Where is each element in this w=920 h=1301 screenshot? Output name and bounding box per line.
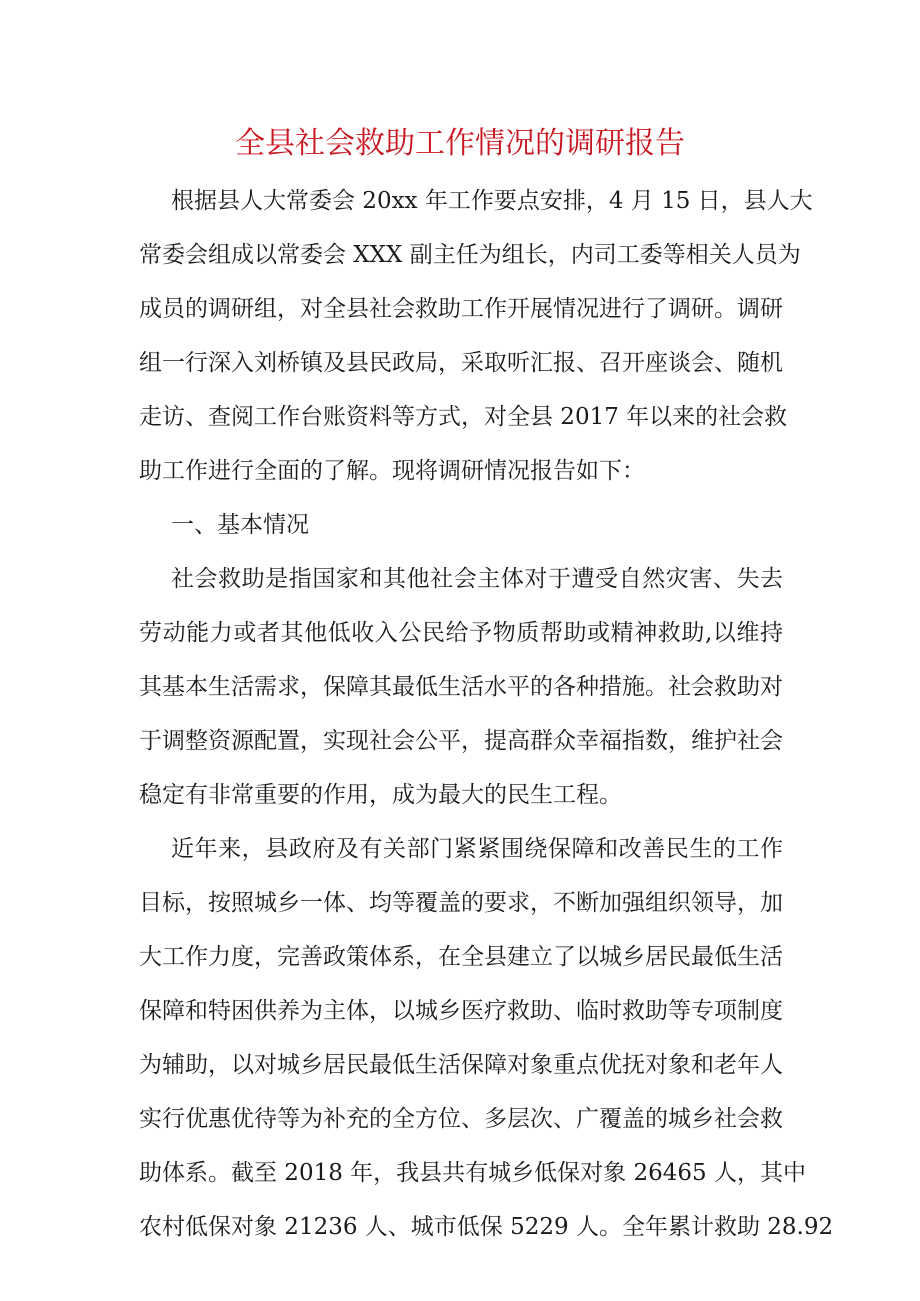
paragraph-line: 其基本生活需求，保障其最低生活水平的各种措施。社会救助对 xyxy=(139,674,783,700)
paragraph-line: 于调整资源配置，实现社会公平，提高群众幸福指数，维护社会 xyxy=(139,728,783,754)
paragraph-line: 成员的调研组，对全县社会救助工作开展情况进行了调研。调研 xyxy=(139,296,783,322)
paragraph-line: 保障和特困供养为主体，以城乡医疗救助、临时救助等专项制度 xyxy=(139,998,783,1024)
section-heading: 一、基本情况 xyxy=(171,512,309,538)
paragraph-line: 为辅助，以对城乡居民最低生活保障对象重点优抚对象和老年人 xyxy=(139,1052,783,1078)
paragraph-line: 社会救助是指国家和其他社会主体对于遭受自然灾害、失去 xyxy=(171,566,783,592)
document-title: 全县社会救助工作情况的调研报告 xyxy=(235,126,685,161)
paragraph-line: 助体系。截至 2018 年，我县共有城乡低保对象 26465 人，其中 xyxy=(139,1160,806,1186)
paragraph-line: 劳动能力或者其他低收入公民给予物质帮助或精神救助,以维持 xyxy=(139,620,783,646)
paragraph-line: 实行优惠优待等为补充的全方位、多层次、广覆盖的城乡社会救 xyxy=(139,1106,783,1132)
paragraph-line: 助工作进行全面的了解。现将调研情况报告如下： xyxy=(139,458,645,484)
section-heading-basic xyxy=(139,498,783,552)
paragraph-line: 组一行深入刘桥镇及县民政局，采取听汇报、召开座谈会、随机 xyxy=(139,350,783,376)
paragraph-line: 常委会组成以常委会 XXX 副主任为组长，内司工委等相关人员为 xyxy=(139,242,801,268)
paragraph-definition xyxy=(139,552,783,822)
paragraph-line: 目标，按照城乡一体、均等覆盖的要求，不断加强组织领导，加 xyxy=(139,890,783,916)
paragraph-line: 农村低保对象 21236 人、城市低保 5229 人。全年累计救助 28.92 xyxy=(139,1214,834,1240)
paragraph-line: 走访、查阅工作台账资料等方式，对全县 2017 年以来的社会救 xyxy=(139,404,788,430)
paragraph-line: 近年来，县政府及有关部门紧紧围绕保障和改善民生的工作 xyxy=(171,836,783,862)
paragraph-recent-years xyxy=(139,822,834,1254)
paragraph-line: 大工作力度，完善政策体系，在全县建立了以城乡居民最低生活 xyxy=(139,944,783,970)
paragraph-line: 根据县人大常委会 20xx 年工作要点安排，4 月 15 日，县人大 xyxy=(171,188,813,214)
document-body xyxy=(139,174,834,1254)
paragraph-intro xyxy=(139,174,813,498)
paragraph-line: 稳定有非常重要的作用，成为最大的民生工程。 xyxy=(139,782,622,808)
